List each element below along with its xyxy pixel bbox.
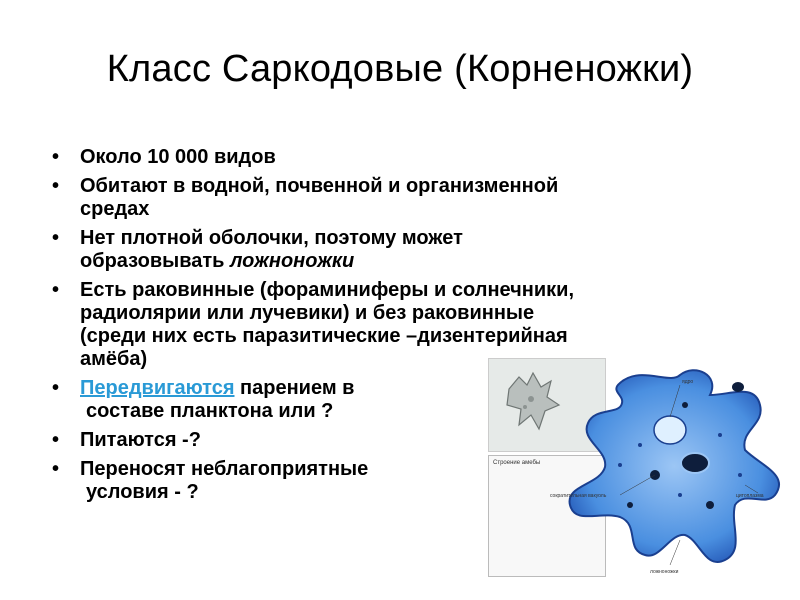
bullet-text: условия - ? [86, 481, 199, 503]
diagram-caption: Строение амебы [493, 460, 541, 466]
bullet-item: • Около 10 000 видов [52, 146, 276, 168]
bullet-text: Обитают в водной, почвенной и организменной [80, 175, 559, 197]
slide-title: Класс Саркодовые (Корненожки) [106, 48, 694, 90]
bullet-text: Питаются -? [80, 429, 201, 451]
bullet-text: амёба) [80, 348, 148, 370]
label-contractile-vacuole: сократительная вакуоль [550, 493, 607, 499]
label-cytoplasm: цитоплазма [736, 493, 764, 499]
bullet-item: • Обитают в водной, почвенной и организменной средах [52, 175, 752, 221]
bullet-text: составе планктона или ? [86, 400, 334, 422]
bullet-text: (среди них есть паразитические –дизентерийная [80, 325, 568, 347]
bullet-text: Переносят неблагоприятные [80, 458, 369, 480]
bullet-italic-term: ложноножки [230, 250, 355, 272]
bullet-text: радиолярии или лучевики) и без раковинные [80, 302, 535, 324]
bullet-link[interactable]: Передвигаются [80, 377, 235, 399]
bullet-item: • Питаются -? [52, 429, 201, 451]
bullet-text: парением в [234, 377, 355, 399]
label-pseudopodia: ложноножки [650, 569, 679, 575]
bullet-item: • Переносят неблагоприятные условия - ? [52, 458, 520, 504]
bullet-text: Есть раковинные (фораминиферы и солнечники, [80, 279, 575, 301]
label-nucleus: ядро [682, 379, 694, 385]
bullet-item: • Есть раковинные (фораминиферы и солнечники, радиолярии или лучевики) и без раковинные (среди них есть паразитические –дизентерийная амёба) [52, 279, 752, 371]
bullet-text: средах [80, 198, 150, 220]
amoeba-illustration [550, 355, 800, 580]
bullet-item: • Передвигаются парением в составе планктона или ? [52, 377, 520, 423]
bullet-text: Около 10 000 видов [80, 146, 276, 168]
bullet-item: • Нет плотной оболочки, поэтому может образовывать ложноножки [52, 227, 752, 273]
bullet-text: образовывать [80, 250, 230, 272]
bullet-text: Нет плотной оболочки, поэтому может [80, 227, 463, 249]
